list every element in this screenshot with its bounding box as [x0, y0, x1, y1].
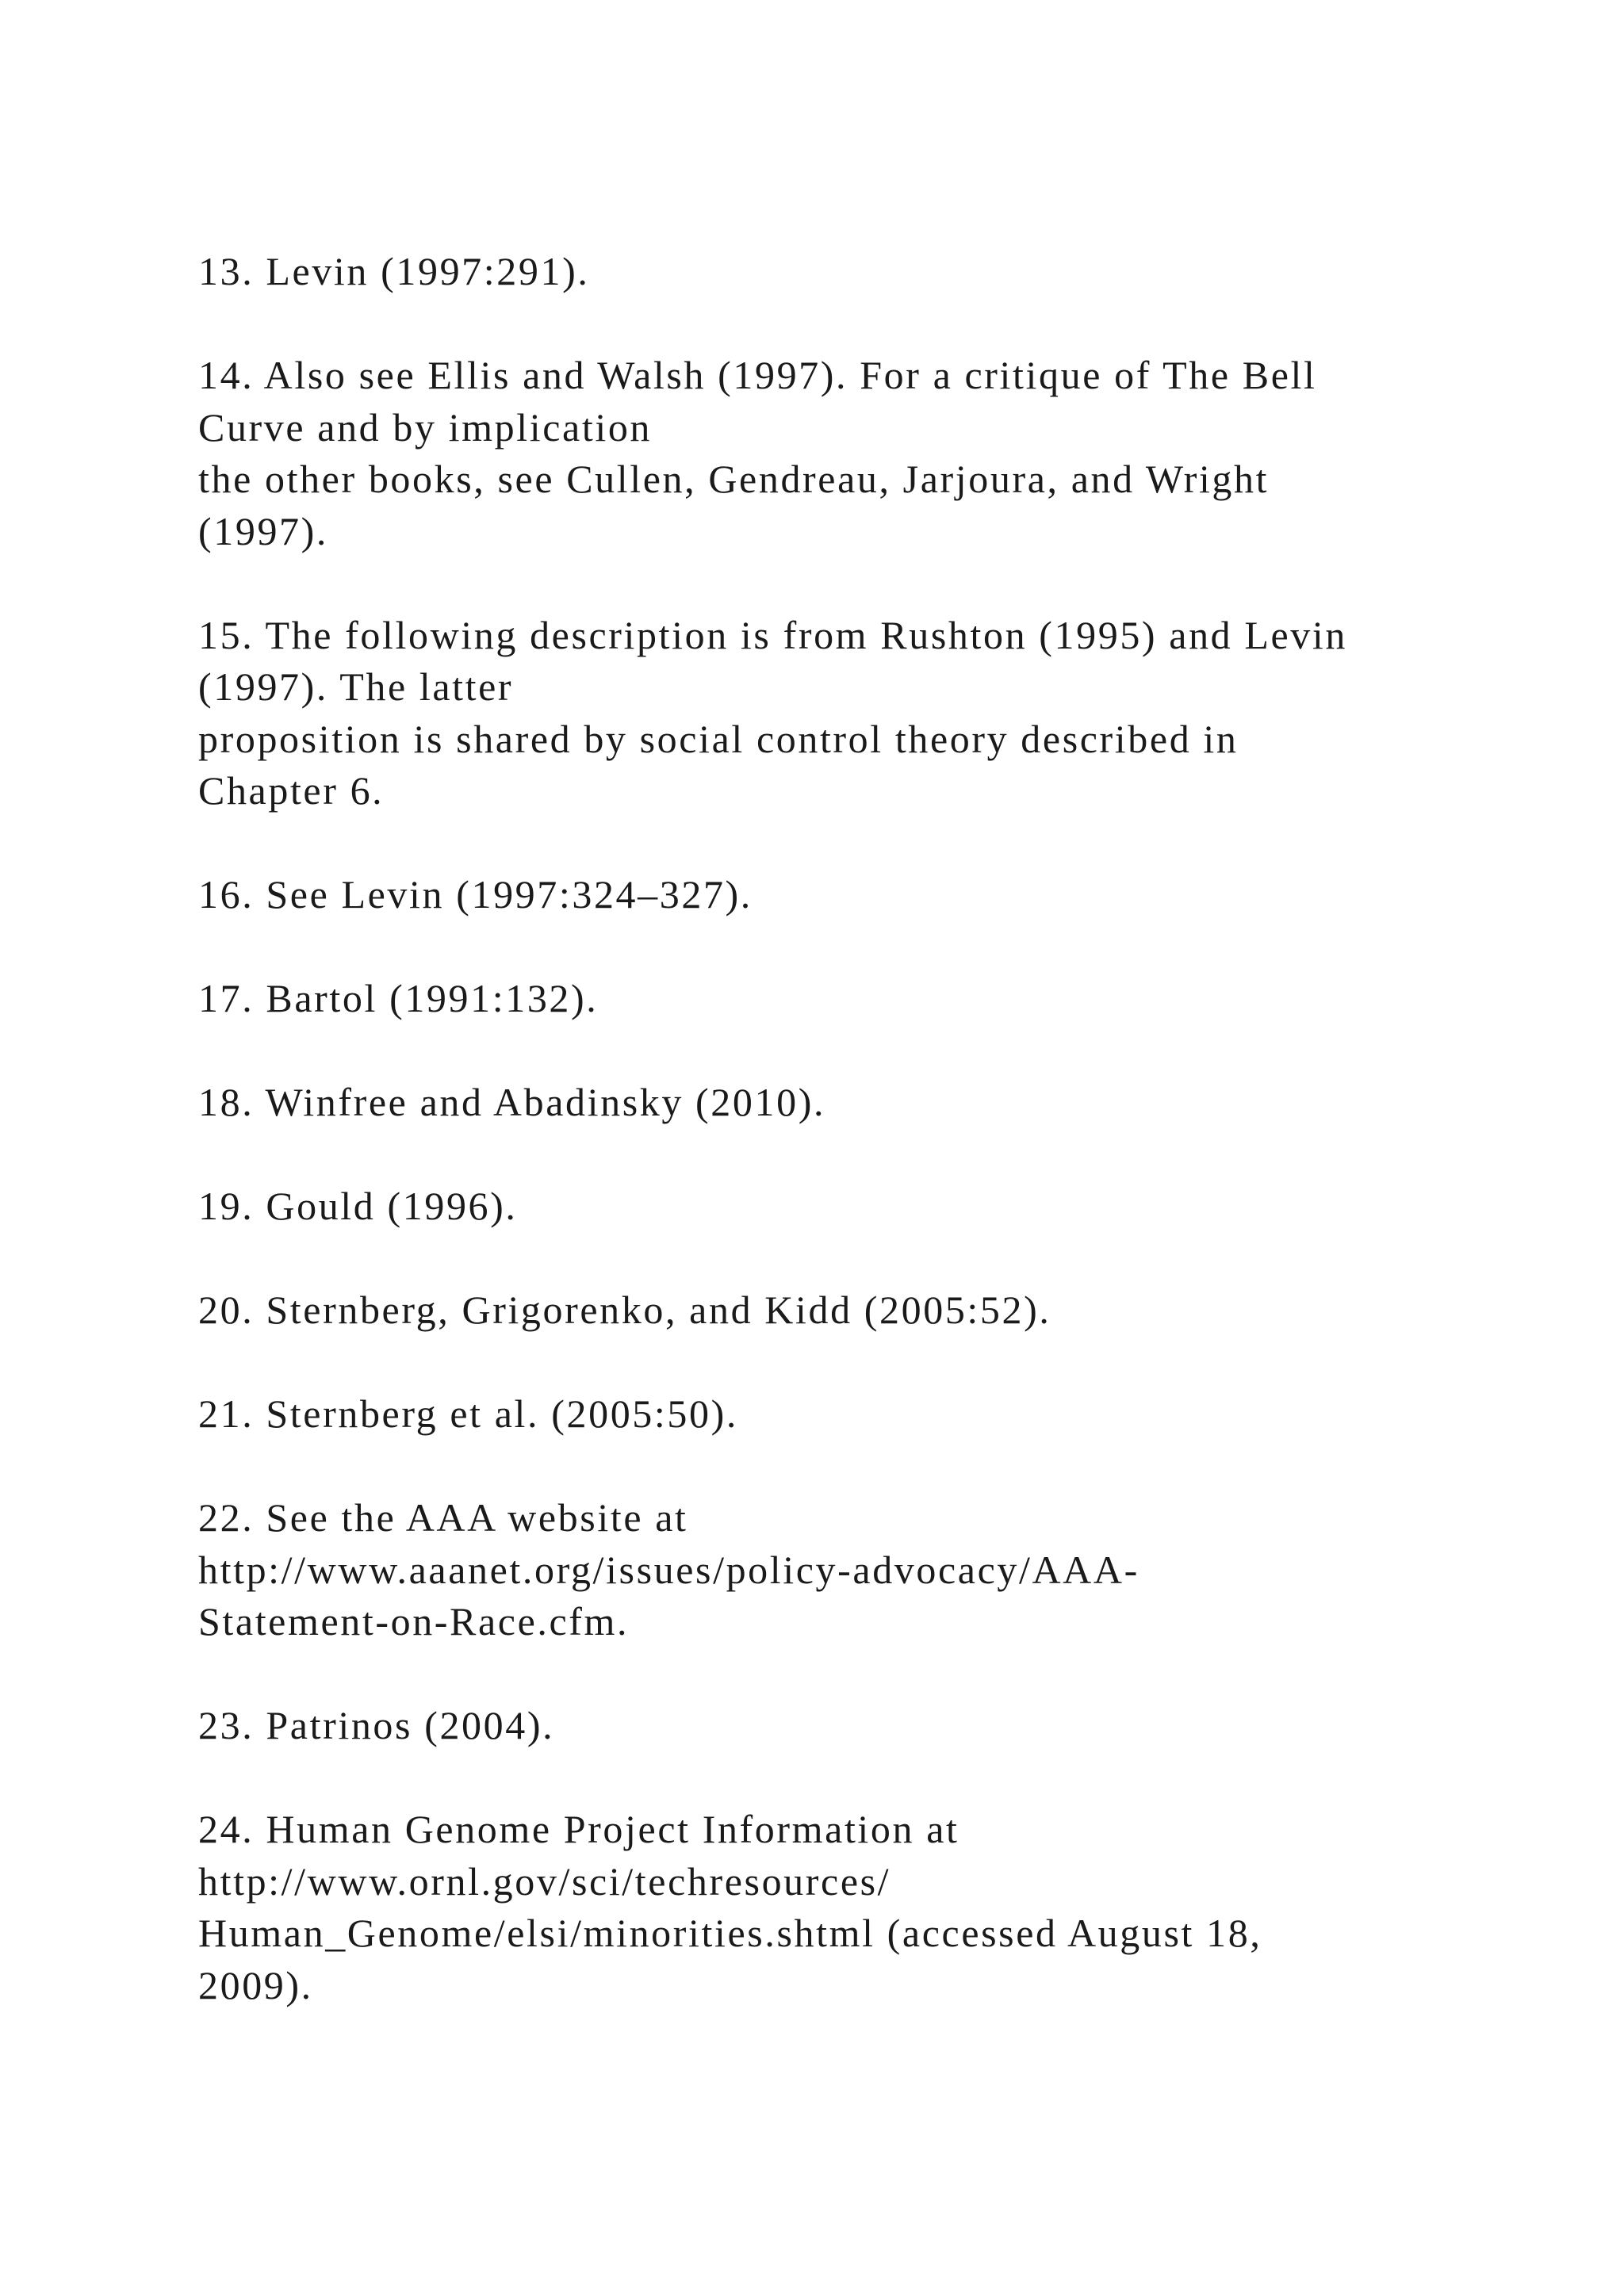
note-line: 15. The following description is from Rushton (1995) and Levin	[198, 612, 1347, 657]
note-line: 18. Winfree and Abadinsky (2010).	[198, 1080, 826, 1124]
endnote-23	[198, 1700, 1499, 1752]
note-line: Chapter 6.	[198, 768, 385, 813]
endnote-21	[198, 1388, 1499, 1441]
note-line: 16. See Levin (1997:324–327).	[198, 872, 753, 916]
note-url-line: Human_Genome/elsi/minorities.shtml (accessed August 18,	[198, 1911, 1262, 1955]
note-line: 23. Patrinos (2004).	[198, 1703, 555, 1747]
endnote-24	[198, 1804, 1499, 2011]
note-line: 2009).	[198, 1962, 313, 2007]
endnote-16	[198, 869, 1499, 921]
note-line: 14. Also see Ellis and Walsh (1997). For a critique of The Bell	[198, 353, 1317, 397]
note-line: 13. Levin (1997:291).	[198, 249, 590, 293]
note-line: 21. Sternberg et al. (2005:50).	[198, 1391, 738, 1436]
note-line: 19. Gould (1996).	[198, 1184, 518, 1228]
endnote-13	[198, 246, 1499, 298]
endnote-20	[198, 1284, 1499, 1337]
note-url-line: http://www.ornl.gov/sci/techresources/	[198, 1858, 891, 1904]
note-line: (1997). The latter	[198, 664, 514, 709]
note-line: the other books, see Cullen, Gendreau, Jarjoura, and Wright	[198, 457, 1270, 501]
note-line: Curve and by implication	[198, 404, 653, 450]
endnotes-list	[198, 246, 1499, 2064]
note-line: 22. See the AAA website at	[198, 1495, 688, 1540]
endnote-18	[198, 1077, 1499, 1129]
note-url-line: Statement-on-Race.cfm.	[198, 1599, 630, 1644]
endnote-14	[198, 350, 1499, 557]
endnote-22	[198, 1492, 1499, 1648]
note-line: proposition is shared by social control theory described in	[198, 716, 1239, 761]
note-line: 24. Human Genome Project Information at	[198, 1807, 959, 1851]
note-url-line: http://www.aaanet.org/issues/policy-advocacy/AAA-	[198, 1547, 1139, 1592]
endnote-19	[198, 1181, 1499, 1233]
note-line: (1997).	[198, 508, 329, 553]
endnote-17	[198, 973, 1499, 1025]
note-line: 17. Bartol (1991:132).	[198, 976, 599, 1020]
note-line: 20. Sternberg, Grigorenko, and Kidd (2005:52).	[198, 1288, 1051, 1332]
endnote-15	[198, 610, 1499, 817]
